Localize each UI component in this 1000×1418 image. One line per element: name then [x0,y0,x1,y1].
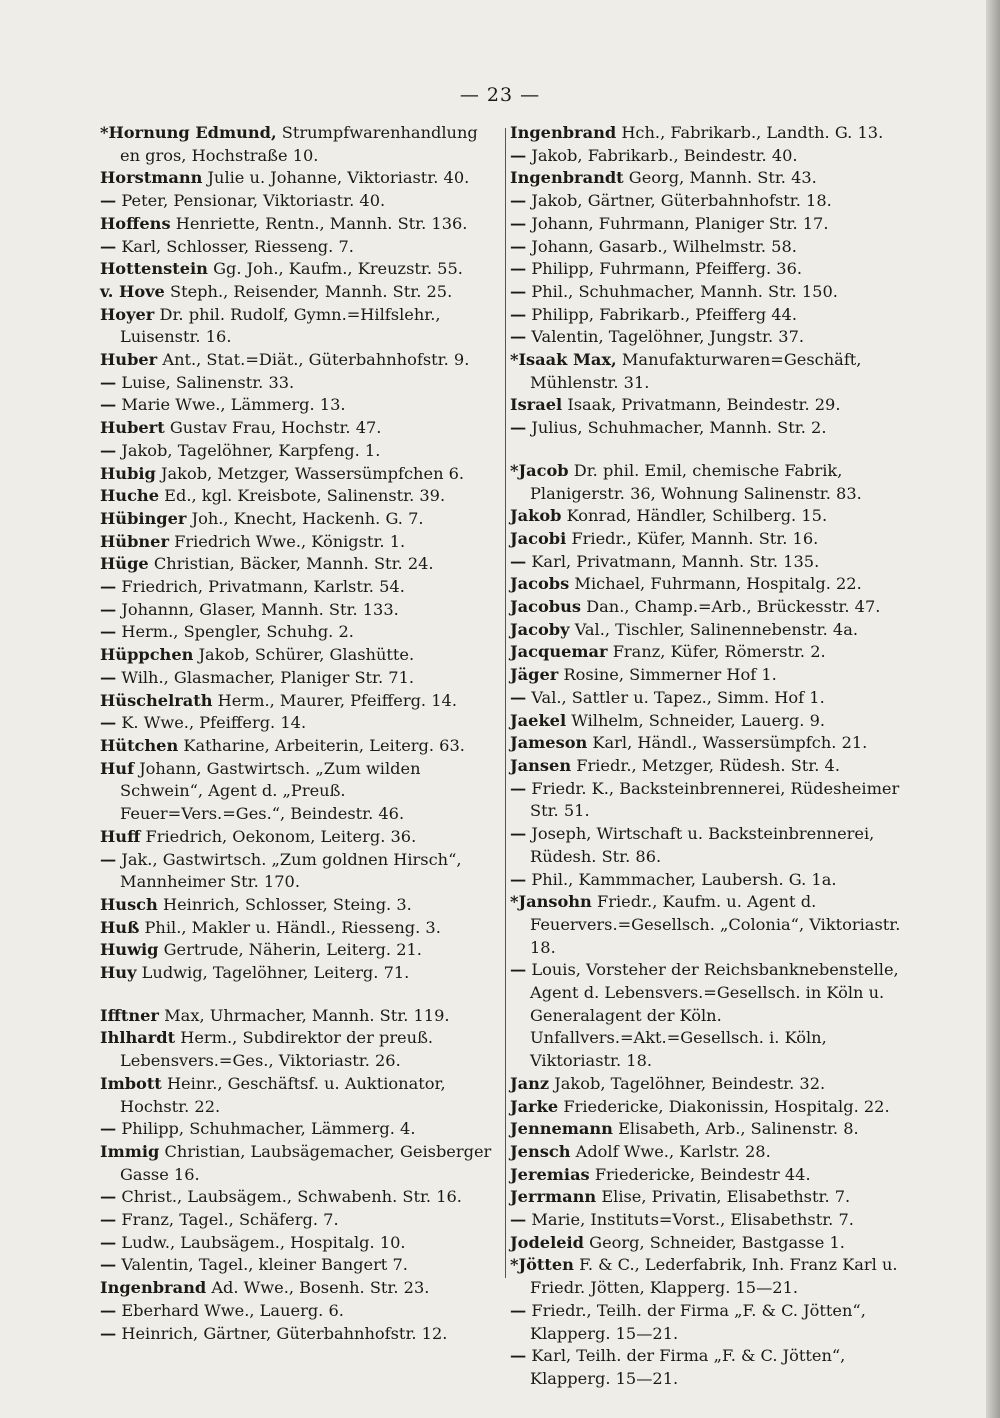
directory-entry [510,167,920,190]
directory-entry [510,304,920,327]
directory-entry [510,505,920,528]
entry-details: Heinrich, Schlosser, Steing. 3. [162,894,412,914]
directory-entry [100,1232,502,1255]
entry-details: Friedericke, Diakonissin, Hospitalg. 22. [563,1096,890,1116]
entry-details: Karl, Schlosser, Riesseng. 7. [121,236,354,256]
left-column [100,122,502,1345]
entry-details: Friedr., Teilh. der Firma „F. & C. Jötten“, Klapperg. 15—21. [530,1300,866,1343]
directory-entry [100,758,502,826]
entry-details: Georg, Schneider, Bastgasse 1. [589,1232,845,1252]
entry-surname: Huff [100,826,141,846]
entry-surname: — [510,551,527,571]
directory-entry [510,1345,920,1390]
directory-entry [100,667,502,690]
entry-details: Wilhelm, Schneider, Lauerg. 9. [571,710,826,730]
entry-surname: Ingenbrand [510,123,617,142]
entry-surname: *Isaak Max, [510,350,617,370]
entry-details: Katharine, Arbeiterin, Leiterg. 63. [183,735,465,755]
directory-entry [100,167,502,190]
entry-details: Adolf Wwe., Karlstr. 28. [575,1141,771,1161]
entry-details: Gertrude, Näherin, Leiterg. 21. [163,940,422,960]
directory-entry [100,236,502,259]
directory-entry [100,735,502,758]
entry-details: Georg, Mannh. Str. 43. [628,168,817,188]
directory-entry [100,349,502,372]
entry-surname: — [100,622,117,642]
right-column [510,122,920,1391]
entry-details: Julius, Schuhmacher, Mannh. Str. 2. [531,418,827,438]
entry-surname: Jansen [510,755,572,775]
entry-surname: Janz [510,1073,550,1093]
directory-entry [510,394,920,417]
entry-surname: — [100,395,117,415]
entry-details: Marie Wwe., Lämmerg. 13. [121,395,346,415]
entry-details: Marie, Instituts=Vorst., Elisabethstr. 7. [531,1210,854,1230]
entry-surname: — [510,778,527,798]
entry-details: Rosine, Simmerner Hof 1. [563,665,777,685]
entry-surname: — [100,1210,117,1230]
directory-entry [100,1323,502,1346]
entry-surname: — [510,145,527,165]
directory-entry [510,1254,920,1299]
entry-details: Gg. Joh., Kaufm., Kreuzstr. 55. [213,259,463,279]
directory-entry [510,1164,920,1187]
entry-details: Jakob, Tagelöhner, Karpfeng. 1. [121,440,381,460]
directory-entry [510,460,920,505]
directory-entry [100,1254,502,1277]
entry-details: Wilh., Glasmacher, Planiger Str. 71. [121,667,415,687]
entry-details: Ludw., Laubsägem., Hospitalg. 10. [121,1232,406,1252]
entry-surname: Hüschelrath [100,690,213,710]
entry-details: Johann, Gastwirtsch. „Zum wilden Schwein“, Agent d. „Preuß. Feuer=Vers.=Ges.“, Beindestr. 46. [120,758,421,824]
directory-entry [510,1209,920,1232]
entry-details: Friedericke, Beindestr 44. [594,1164,811,1184]
entry-details: Ad. Wwe., Bosenh. Str. 23. [211,1278,430,1298]
entry-details: Heinr., Geschäftsf. u. Auktionator, Hochstr. 22. [120,1073,446,1116]
entry-details: Elisabeth, Arb., Salinenstr. 8. [618,1119,859,1139]
entry-surname: Hottenstein [100,259,208,279]
entry-details: Val., Sattler u. Tapez., Simm. Hof 1. [531,687,825,707]
entry-surname: — [510,1210,527,1230]
directory-entry [510,349,920,394]
entry-details: Friedr., Kaufm. u. Agent d. Feuervers.=Gesellsch. „Colonia“, Viktoriastr. 18. [530,892,901,957]
entry-surname: — [100,599,117,619]
entry-surname: Huß [100,917,140,937]
entry-details: Eberhard Wwe., Lauerg. 6. [121,1300,344,1320]
entry-surname: — [510,869,527,889]
entry-details: Jakob, Gärtner, Güterbahnhofstr. 18. [531,191,832,211]
entry-details: Friedrich, Oekonom, Leiterg. 36. [145,826,417,846]
directory-entry [100,1073,502,1118]
entry-details: Friedr., Küfer, Mannh. Str. 16. [571,528,819,548]
directory-entry [510,281,920,304]
entry-details: Joh., Knecht, Hackenh. G. 7. [191,508,424,528]
directory-entry [510,710,920,733]
entry-surname: Ingenbrand [100,1278,207,1298]
entry-details: Friedr. K., Backsteinbrennerei, Rüdesheimer Str. 51. [530,778,900,821]
entry-details: Valentin, Tagelöhner, Jungstr. 37. [531,327,805,347]
entry-details: Manufakturwaren=Geschäft, Mühlenstr. 31. [530,350,862,392]
entry-details: Karl, Händl., Wassersümpfch. 21. [592,733,868,753]
directory-entry [100,508,502,531]
entry-details: Isaak, Privatmann, Beindestr. 29. [567,395,841,415]
entry-surname: Hüppchen [100,645,194,665]
entry-surname: — [100,1232,117,1252]
directory-entry [510,122,920,145]
directory-entry [100,190,502,213]
entry-details: Max, Uhrmacher, Mannh. Str. 119. [164,1005,450,1025]
entry-details: Herm., Maurer, Pfeifferg. 14. [217,690,457,710]
entry-surname: Jacquemar [510,642,608,662]
directory-entry [510,1073,920,1096]
directory-entry [510,778,920,823]
directory-entry [510,1300,920,1345]
directory-entry [100,894,502,917]
entry-surname: Jäger [510,665,559,685]
directory-entry [100,463,502,486]
binding-edge [986,0,1000,1418]
directory-entry [510,528,920,551]
entry-surname: — [510,213,527,233]
directory-entry [100,213,502,236]
entry-surname: Ifftner [100,1005,159,1025]
directory-entry [100,644,502,667]
directory-entry [100,599,502,622]
entry-details: Franz, Küfer, Römerstr. 2. [612,642,826,662]
entry-details: Friedr., Metzger, Rüdesh. Str. 4. [576,755,840,775]
entry-surname: — [510,960,527,980]
directory-entry [100,1005,502,1028]
directory-entry [510,891,920,959]
directory-entry [100,394,502,417]
entry-details: Luise, Salinenstr. 33. [121,372,295,392]
entry-surname: Immig [100,1141,160,1161]
directory-entry [510,326,920,349]
directory-entry [510,869,920,892]
entry-details: F. & C., Lederfabrik, Inh. Franz Karl u. Friedr. Jötten, Klapperg. 15—21. [530,1255,898,1298]
directory-entry [100,1300,502,1323]
directory-entry [100,440,502,463]
directory-entry [510,258,920,281]
entry-details: Elise, Privatin, Elisabethstr. 7. [601,1187,851,1207]
directory-entry [100,939,502,962]
entry-details: Phil., Makler u. Händl., Riesseng. 3. [144,917,441,937]
entry-surname: — [510,304,527,324]
entry-details: Johannn, Glaser, Mannh. Str. 133. [121,599,399,619]
directory-entry [510,687,920,710]
entry-surname: Hübner [100,531,169,551]
entry-details: Jakob, Tagelöhner, Beindestr. 32. [554,1073,826,1093]
entry-details: Steph., Reisender, Mannh. Str. 25. [170,281,453,301]
entry-details: Ludwig, Tagelöhner, Leiterg. 71. [141,963,410,983]
entry-surname: Ingenbrandt [510,168,624,188]
entry-surname: Hubig [100,463,156,483]
entry-surname: — [510,281,527,301]
entry-surname: — [510,1300,527,1320]
entry-surname: — [100,191,117,211]
entry-surname: — [100,667,117,687]
directory-entry [510,641,920,664]
directory-entry [100,531,502,554]
entry-surname: Imbott [100,1073,162,1093]
entry-details: Johann, Gasarb., Wilhelmstr. 58. [531,236,797,256]
entry-details: Ed., kgl. Kreisbote, Salinenstr. 39. [164,486,446,506]
directory-entry [100,1209,502,1232]
entry-details: Jakob, Fabrikarb., Beindestr. 40. [531,145,798,165]
entry-surname: — [510,824,527,844]
directory-entry [100,576,502,599]
entry-surname: Huwig [100,940,159,960]
entry-surname: Ihlhardt [100,1028,176,1048]
directory-entry [510,619,920,642]
directory-entry [510,1118,920,1141]
entry-details: Jakob, Schürer, Glashütte. [198,645,415,665]
entry-surname: Horstmann [100,168,203,188]
directory-entry [100,1141,502,1186]
entry-surname: Jacobi [510,528,567,548]
entry-surname: — [510,327,527,347]
entry-surname: — [100,1255,117,1275]
entry-surname: — [100,372,117,392]
entry-surname: Huy [100,963,137,983]
entry-surname: — [510,418,527,438]
entry-surname: Jarke [510,1096,559,1116]
directory-entry [510,213,920,236]
directory-entry [100,122,502,167]
entry-surname: Jacobus [510,597,582,617]
entry-details: Phil., Kammmacher, Laubersh. G. 1a. [531,869,837,889]
entry-surname: Jodeleid [510,1232,584,1252]
entry-details: Dr. phil. Rudolf, Gymn.=Hilfslehr., Luisenstr. 16. [120,304,441,347]
entry-details: Louis, Vorsteher der Reichsbanknebenstelle, Agent d. Lebensvers.=Gesellsch. in Köln u. Generalagent der Köln. Unfallvers.=Akt.=Gesellsch. i. Köln, Viktoriastr. 18. [530,960,899,1071]
entry-surname: — [100,713,117,733]
directory-entry [510,145,920,168]
entry-surname: Jeremias [510,1164,590,1184]
entry-details: Valentin, Tagel., kleiner Bangert 7. [121,1255,408,1275]
directory-entry [100,712,502,735]
entry-details: Jak., Gastwirtsch. „Zum goldnen Hirsch“, Mannheimer Str. 170. [120,849,462,892]
page-number: — 23 — [459,84,541,106]
entry-surname: Husch [100,894,158,914]
directory-entry [510,823,920,868]
entry-details: Friedrich, Privatmann, Karlstr. 54. [121,577,405,597]
entry-surname: — [510,191,527,211]
directory-entry [510,190,920,213]
entry-surname: — [510,259,527,279]
entry-details: Phil., Schuhmacher, Mannh. Str. 150. [531,281,838,301]
directory-entry [100,553,502,576]
directory-entry [510,732,920,755]
directory-entry [510,417,920,440]
entry-surname: — [100,1300,117,1320]
entry-details: Val., Tischler, Salinennebenstr. 4a. [574,619,858,639]
entry-surname: — [100,1119,117,1139]
entry-details: Christ., Laubsägem., Schwabenh. Str. 16. [121,1187,462,1207]
entry-details: Joseph, Wirtschaft u. Backsteinbrennerei, Rüdesh. Str. 86. [530,824,875,866]
entry-surname: Israel [510,395,563,415]
entry-surname: Jennemann [510,1119,613,1139]
entry-surname: v. Hove [100,281,165,301]
entry-surname: Jameson [510,733,588,753]
entry-surname: Hoffens [100,213,171,233]
entry-surname: Hüge [100,554,149,574]
entry-surname: Hoyer [100,304,155,324]
entry-details: Hch., Fabrikarb., Landth. G. 13. [621,123,884,142]
entry-surname: Huche [100,486,159,506]
directory-entry [100,281,502,304]
directory-entry [100,690,502,713]
directory-entry [100,1118,502,1141]
entry-details: Franz, Tagel., Schäferg. 7. [121,1210,339,1230]
directory-entry [100,485,502,508]
entry-surname: Hütchen [100,735,179,755]
directory-entry [100,962,502,985]
directory-entry [510,551,920,574]
directory-entry [510,1141,920,1164]
entry-details: Herm., Spengler, Schuhg. 2. [121,622,354,642]
directory-entry [100,826,502,849]
entry-details: Herm., Subdirektor der preuß. Lebensvers.=Ges., Viktoriastr. 26. [120,1028,434,1071]
directory-entry [100,917,502,940]
entry-details: Dan., Champ.=Arb., Brückesstr. 47. [586,597,881,617]
directory-entry [100,304,502,349]
entry-surname: Huf [100,758,135,778]
entry-details: Michael, Fuhrmann, Hospitalg. 22. [574,574,862,594]
directory-entry [100,621,502,644]
entry-surname: — [100,1323,117,1343]
entry-details: Henriette, Rentn., Mannh. Str. 136. [175,213,468,233]
entry-surname: Huber [100,350,158,370]
entry-surname: — [510,236,527,256]
entry-details: Strumpfwarenhandlung en gros, Hochstraße 10. [120,123,478,165]
entry-surname: Jaekel [510,710,567,730]
directory-entry [510,1232,920,1255]
directory-entry [510,236,920,259]
entry-details: Gustav Frau, Hochstr. 47. [169,418,382,438]
directory-entry [510,664,920,687]
directory-entry [510,573,920,596]
entry-details: Christian, Laubsägemacher, Geisberger Gasse 16. [120,1141,492,1184]
entry-details: Ant., Stat.=Diät., Güterbahnhofstr. 9. [162,350,470,370]
directory-entry [510,959,920,1073]
entry-details: Karl, Teilh. der Firma „F. & C. Jötten“, Klapperg. 15—21. [530,1346,846,1388]
entry-details: Philipp, Fabrikarb., Pfeifferg 44. [531,304,797,324]
entry-surname: *Hornung Edmund, [100,123,277,142]
directory-entry [100,372,502,395]
entry-surname: Jacoby [510,619,570,639]
entry-surname: Jerrmann [510,1187,597,1207]
entry-surname: *Jacob [510,460,569,480]
entry-surname: — [510,687,527,707]
entry-details: Philipp, Fuhrmann, Pfeifferg. 36. [531,259,803,279]
entry-surname: — [100,1187,117,1207]
directory-entry [510,1186,920,1209]
directory-entry [100,258,502,281]
directory-entry [100,417,502,440]
entry-surname: Jacobs [510,574,570,594]
entry-details: Peter, Pensionar, Viktoriastr. 40. [121,191,386,211]
entry-surname: — [100,577,117,597]
directory-entry [510,596,920,619]
entry-surname: Jakob [510,506,562,526]
entry-surname: *Jansohn [510,892,592,912]
entry-surname: — [100,440,117,460]
entry-surname: *Jötten [510,1255,574,1275]
entry-surname: — [100,849,117,869]
entry-details: K. Wwe., Pfeifferg. 14. [121,713,307,733]
entry-details: Friedrich Wwe., Königstr. 1. [174,531,406,551]
column-divider [505,128,506,1278]
entry-details: Karl, Privatmann, Mannh. Str. 135. [531,551,820,571]
entry-details: Heinrich, Gärtner, Güterbahnhofstr. 12. [121,1323,448,1343]
entry-surname: Jensch [510,1141,571,1161]
entry-surname: Hübinger [100,508,187,528]
directory-entry [510,1096,920,1119]
entry-details: Dr. phil. Emil, chemische Fabrik, Planigerstr. 36, Wohnung Salinenstr. 83. [530,460,862,503]
entry-details: Jakob, Metzger, Wassersümpfchen 6. [161,463,465,483]
entry-surname: — [100,236,117,256]
entry-details: Johann, Fuhrmann, Planiger Str. 17. [531,213,829,233]
entry-details: Philipp, Schuhmacher, Lämmerg. 4. [121,1119,416,1139]
directory-entry [100,1027,502,1072]
entry-surname: Hubert [100,418,165,438]
directory-entry [100,1277,502,1300]
entry-surname: — [510,1346,527,1366]
entry-details: Konrad, Händler, Schilberg. 15. [566,506,828,526]
directory-entry [100,849,502,894]
entry-details: Julie u. Johanne, Viktoriastr. 40. [207,168,470,188]
directory-entry [100,1186,502,1209]
directory-entry [510,755,920,778]
entry-details: Christian, Bäcker, Mannh. Str. 24. [153,554,434,574]
